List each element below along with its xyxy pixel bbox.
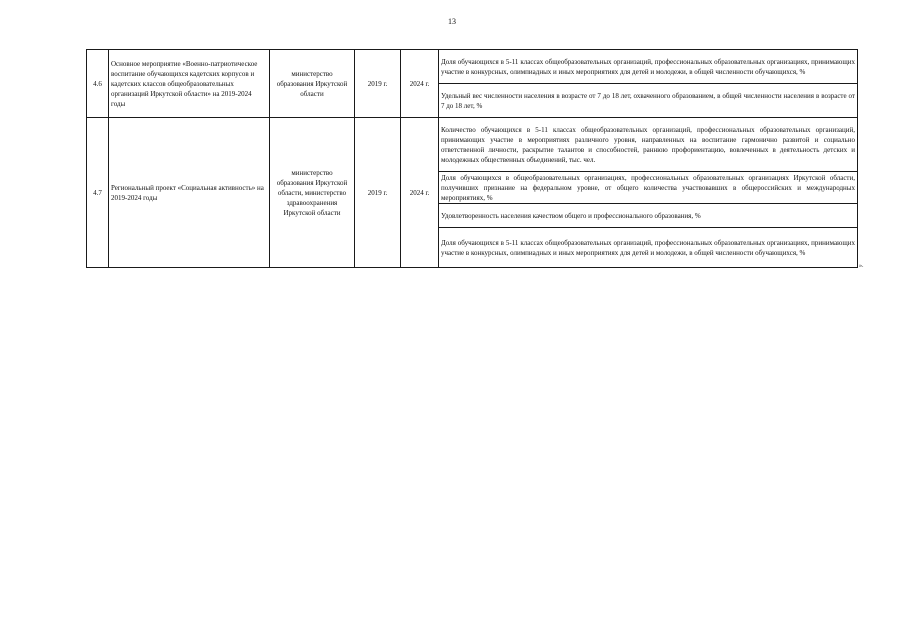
indicator-cell: Доля обучающихся в 5-11 классах общеобразовательных организаций, профессиональных образовательных организациях, принимающих участие в конкурсных, олимпиадных и иных мероприятиях для детей и молодежи, в общей численности обучающихся, %: [439, 228, 858, 268]
end-year: 2024 г.: [401, 50, 439, 118]
indicator-cell: Доля обучающихся в 5-11 классах общеобразовательных организаций, профессиональных образовательных организациях, принимающих участие в конкурсных, олимпиадных и иных мероприятиях для детей и молодежи, в общей численности обучающихся, %: [439, 50, 858, 84]
page-number: 13: [448, 17, 456, 26]
executor: министерство образования Иркутской области, министерство здравоохранения Иркутской области: [270, 118, 355, 268]
table-row: [87, 118, 858, 172]
row-number: 4.6: [87, 50, 109, 118]
executor: министерство образования Иркутской области: [270, 50, 355, 118]
program-events-table: [86, 49, 858, 268]
start-year: 2019 г.: [355, 118, 401, 268]
table-row: [87, 50, 858, 84]
indicator-cell: Доля обучающихся в общеобразовательных организациях, профессиональных образовательных организациях Иркутской области, получивших признание на федеральном уровне, от общего количества участвовавших в общероссийских и международных мероприятиях, %: [439, 172, 858, 204]
event-name: Основное мероприятие «Военно-патриотическое воспитание обучающихся кадетских корпусов и кадетских классов общеобразовательных организаций Иркутской области» на 2019-2024 годы: [109, 50, 270, 118]
indicator-cell: Удовлетворенность населения качеством общего и профессионального образования, %: [439, 204, 858, 228]
end-year: 2024 г.: [401, 118, 439, 268]
start-year: 2019 г.: [355, 50, 401, 118]
event-name: Региональный проект «Социальная активность» на 2019-2024 годы: [109, 118, 270, 268]
indicator-cell: Удельный вес численности населения в возрасте от 7 до 18 лет, охваченного образованием, в общей численности населения в возрасте от 7 до 18 лет, %: [439, 84, 858, 118]
closing-quote-mark: ».: [859, 263, 864, 269]
indicator-cell: Количество обучающихся в 5-11 классах общеобразовательных организаций, профессиональных образовательных организаций, принимающих участие в мероприятиях различного уровня, направленных на воспитание гармонично развитой и социально ответственной личности, раскрытие талантов и способностей, раннюю профориентацию, вовлеченных в деятельность детских и молодежных общественных объединений, тыс. чел.: [439, 118, 858, 172]
row-number: 4.7: [87, 118, 109, 268]
